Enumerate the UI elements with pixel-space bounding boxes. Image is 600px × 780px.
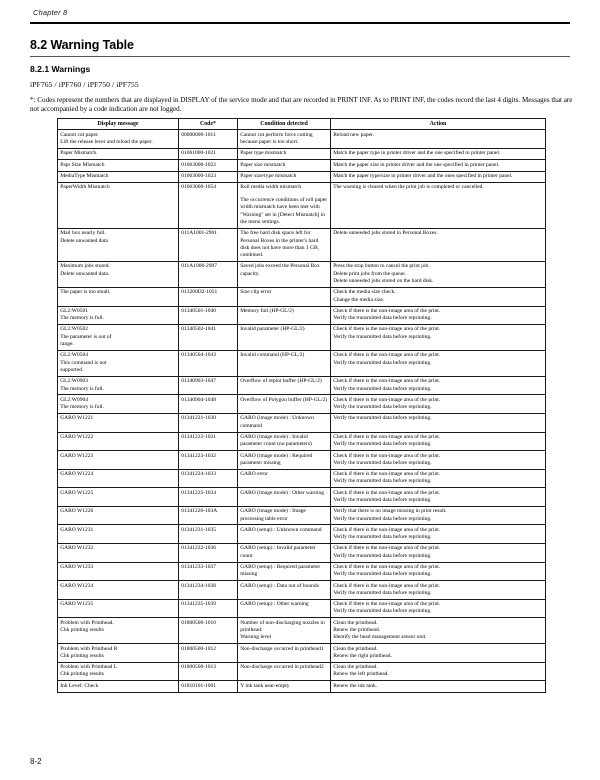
cell-display-message: MediaType Mismatch [58,171,179,182]
table-row [58,525,546,544]
cell-action: Clean the printhead. Renew the right printhead. [331,644,546,663]
cell-display-message: GARO W1225 [58,488,179,507]
cell-code: 01340501-1040 [179,306,238,325]
cell-condition-detected: Size clip error [238,287,331,306]
cell-code: 01810101-1001 [179,681,238,692]
cell-condition-detected: GARO (setup) : Unknown command [238,525,331,544]
cell-condition-detected: Non-discharge occurred in printhead2 [238,662,331,681]
cell-condition-detected: GARO (image mode) : Other warning [238,488,331,507]
cell-condition-detected: Y ink tank near-empty [238,681,331,692]
cell-display-message: Problem with Printhead. Chk printing results [58,618,179,644]
cell-condition-detected: Overflow of Polygon buffer (HP-GL/2) [238,395,331,414]
cell-code: 00000000-1011 [179,130,238,149]
cell-display-message: GL2:W0504 This command is not supported. [58,350,179,376]
table-row [58,469,546,488]
subsection-heading: 8.2.1 Warnings [30,64,91,74]
cell-action: Check if there is the non-image area of the print. Verify the transmitted data before reprinting. [331,350,546,376]
page-number: 8-2 [30,757,42,766]
cell-action: Check if there is the non-image area of the print. Verify the transmitted data before reprinting. [331,544,546,563]
cell-code: 01341231-1035 [179,525,238,544]
cell-action: Match the paper type in printer driver and the one specified in printer panel. [331,149,546,160]
table-row [58,544,546,563]
table-row [58,228,546,261]
cell-code: 01340502-1041 [179,325,238,351]
table-row [58,160,546,171]
cell-display-message: GARO W1221 [58,413,179,432]
cell-code: 01800500-1013 [179,662,238,681]
cell-code: 01341234-1038 [179,581,238,600]
cell-condition-detected: Paper size mismatch [238,160,331,171]
cell-condition-detected: Paper type mismatch [238,149,331,160]
cell-action: Delete unneeded jobs stored in Personal Boxes. [331,228,546,261]
cell-condition-detected: Number of non-discharging nozzles in printhead: Warning level [238,618,331,644]
cell-display-message: GL2:W0502 The parameter is out of range. [58,325,179,351]
cell-display-message: GARO W1231 [58,525,179,544]
cell-display-message: PaperWidth Mismatch [58,182,179,228]
header-rule [30,22,570,24]
table-row [58,350,546,376]
cell-condition-detected: GARO (setup) : Other warning [238,599,331,618]
cell-display-message: Problem with Printhead R Chk printing results [58,644,179,663]
table-row [58,182,546,228]
cell-action: Verify the transmitted data before reprinting. [331,413,546,432]
cell-condition-detected: GARO (image mode) : Image processing table error [238,506,331,525]
column-header-condition-detected: Condition detected [238,119,331,130]
cell-display-message: GARO W1226 [58,506,179,525]
cell-condition-detected: Saved jobs exceed the Personal Box capacity. [238,262,331,288]
cell-action: Verify that there is no image missing in print result. Verify the transmitted data before reprinting. [331,506,546,525]
cell-code: 01340903-1047 [179,376,238,395]
table-row [58,262,546,288]
cell-condition-detected: Paper size/type mismatch [238,171,331,182]
cell-display-message: Papr Size Mismatch [58,160,179,171]
table-row [58,506,546,525]
cell-action: Check if there is the non-image area of the print. Verify the transmitted data before reprinting. [331,376,546,395]
table-row [58,149,546,160]
section-heading: 8.2 Warning Table [30,38,134,52]
cell-display-message: GARO W1232 [58,544,179,563]
cell-condition-detected: GARO error [238,469,331,488]
cell-code: 011A1001-2901 [179,228,238,261]
table-row [58,662,546,681]
cell-condition-detected: Invalid command (HP-GL/2) [238,350,331,376]
cell-action: Reload new paper. [331,130,546,149]
cell-action: Check if there is the non-image area of the print. Verify the transmitted data before reprinting. [331,525,546,544]
cell-condition-detected: GARO (image mode) : Unknown command [238,413,331,432]
table-row [58,376,546,395]
cell-code: 01061000-1021 [179,149,238,160]
cell-code: 01800500-1010 [179,618,238,644]
cell-code: 01341232-1036 [179,544,238,563]
cell-action: Match the paper size in printer driver and the one specified in printer panel. [331,160,546,171]
section-heading-rule [30,56,570,57]
cell-condition-detected: Roll media width mismatch The occurrence conditions of roll paper width mismatch have been met with "Warning" set in [Detect Mismatch] in the menu settings. [238,182,331,228]
table-row [58,325,546,351]
table-row [58,413,546,432]
cell-code: 01341221-1030 [179,413,238,432]
cell-action: Check if there is the non-image area of the print. Verify the transmitted data before reprinting. [331,562,546,581]
running-head-chapter: Chapter 8 [33,8,68,17]
table-row [58,562,546,581]
code-footnote: *: Codes represent the numbers that are displayed in DISPLAY of the service mode and that are recorded in PRINT INF. As to PRINT INF, the codes record the last 4 digits. Messages that are not accompanied by a code indication are not logged. [30,96,573,114]
table-row [58,618,546,644]
cell-action: Check if there is the non-image area of the print. Verify the transmitted data before reprinting. [331,581,546,600]
cell-condition-detected: GARO (setup) : Required parameter missing [238,562,331,581]
table-row [58,644,546,663]
cell-code: 01800500-1012 [179,644,238,663]
cell-condition-detected: Overflow of replot buffer (HP-GL/2) [238,376,331,395]
cell-display-message: GARO W1233 [58,562,179,581]
table-row [58,488,546,507]
cell-action: Check if there is the non-image area of the print. Verify the transmitted data before reprinting. [331,325,546,351]
cell-code: 01063000-1054 [179,182,238,228]
cell-code: 013200D2-1051 [179,287,238,306]
cell-code: 01340904-1048 [179,395,238,414]
table-row [58,432,546,451]
table-row [58,599,546,618]
warning-table-body [58,130,546,692]
cell-code: 01341222-1031 [179,432,238,451]
cell-action: Check if there is the non-image area of the print. Verify the transmitted data before reprinting. [331,599,546,618]
cell-condition-detected: Memory full (HP-GL/2) [238,306,331,325]
cell-action: Press the stop button to cancel the print job. Delete print jobs from the queue. Delete unneeded jobs stored on the hard disk. [331,262,546,288]
cell-condition-detected: GARO (image mode) : Invalid parameter count (no parameters) [238,432,331,451]
warning-table [57,118,546,693]
cell-action: Check if there is the non-image area of the print. Verify the transmitted data before reprinting. [331,432,546,451]
cell-code: 011A1006-2907 [179,262,238,288]
cell-condition-detected: Invalid parameter (HP-GL/2) [238,325,331,351]
column-header-display-message: Display message [58,119,179,130]
table-row [58,581,546,600]
cell-code: 01063000-1023 [179,171,238,182]
table-row [58,395,546,414]
cell-display-message: GARO W1223 [58,451,179,470]
cell-display-message: GL2:W0903 The memory is full. [58,376,179,395]
cell-condition-detected: The free hard disk space left for Personal Boxes in the printer's hard disk does not have more than 1 GB, combined. [238,228,331,261]
cell-code: 01341226-103A [179,506,238,525]
cell-action: Renew the ink tank. [331,681,546,692]
cell-action: Check if there is the non-image area of the print. Verify the transmitted data before reprinting. [331,488,546,507]
column-header-code: Code* [179,119,238,130]
cell-display-message: The paper is too small. [58,287,179,306]
cell-display-message: GARO W1234 [58,581,179,600]
cell-action: Clean the printhead. Renew the printhead. Identify the head management sensor unit. [331,618,546,644]
cell-display-message: Problem with Printhead L Chk printing results [58,662,179,681]
cell-action: The warning is cleared when the print job is completed or cancelled. [331,182,546,228]
cell-action: Check if there is the non-image area of the print. Verify the transmitted data before reprinting. [331,306,546,325]
table-row [58,451,546,470]
cell-code: 01341224-1033 [179,469,238,488]
cell-condition-detected: Cannot cut perform force cutting because paper is too short. [238,130,331,149]
cell-code: 01063000-1022 [179,160,238,171]
cell-action: Clean the printhead. Renew the left printhead. [331,662,546,681]
cell-action: Check if there is the non-image area of the print. Verify the transmitted data before reprinting. [331,451,546,470]
cell-display-message: Mail box nearly full. Delete unwanted data [58,228,179,261]
cell-condition-detected: Non-discharge occurred in printhead1 [238,644,331,663]
model-list: iPF765 / iPF760 / iPF750 / iPF755 [30,80,139,89]
cell-display-message: Ink Level: Check [58,681,179,692]
cell-condition-detected: GARO (image mode) : Required parameter missing [238,451,331,470]
table-row [58,130,546,149]
cell-action: Check if there is the non-image area of the print. Verify the transmitted data before reprinting. [331,469,546,488]
cell-action: Match the paper type/size in printer driver and the ones specified in printer panel. [331,171,546,182]
cell-action: Check if there is the non-image area of the print. Verify the transmitted data before reprinting. [331,395,546,414]
cell-display-message: Cannot cut paper. Lift the release lever and reload the paper. [58,130,179,149]
cell-code: 01341225-1034 [179,488,238,507]
table-row [58,306,546,325]
cell-display-message: GARO W1224 [58,469,179,488]
cell-display-message: GL2:W0904 The memory is full. [58,395,179,414]
cell-display-message: GL2:W0501 The memory is full. [58,306,179,325]
warning-table-container [57,118,545,693]
column-header-action: Action [331,119,546,130]
cell-action: Check the media size check. Change the media size. [331,287,546,306]
table-row [58,171,546,182]
table-row [58,287,546,306]
cell-code: 01341223-1032 [179,451,238,470]
table-row [58,681,546,692]
cell-code: 01340504-1043 [179,350,238,376]
cell-display-message: GARO W1222 [58,432,179,451]
cell-condition-detected: GARO (setup) : Data out of bounds [238,581,331,600]
cell-code: 01341235-1039 [179,599,238,618]
table-header-row [58,119,546,130]
cell-code: 01341233-1037 [179,562,238,581]
cell-display-message: Paper Mismatch. [58,149,179,160]
cell-condition-detected: GARO (setup) : Invalid parameter count [238,544,331,563]
cell-display-message: GARO W1235 [58,599,179,618]
cell-display-message: Maximum jobs stored. Delete unwanted data. [58,262,179,288]
